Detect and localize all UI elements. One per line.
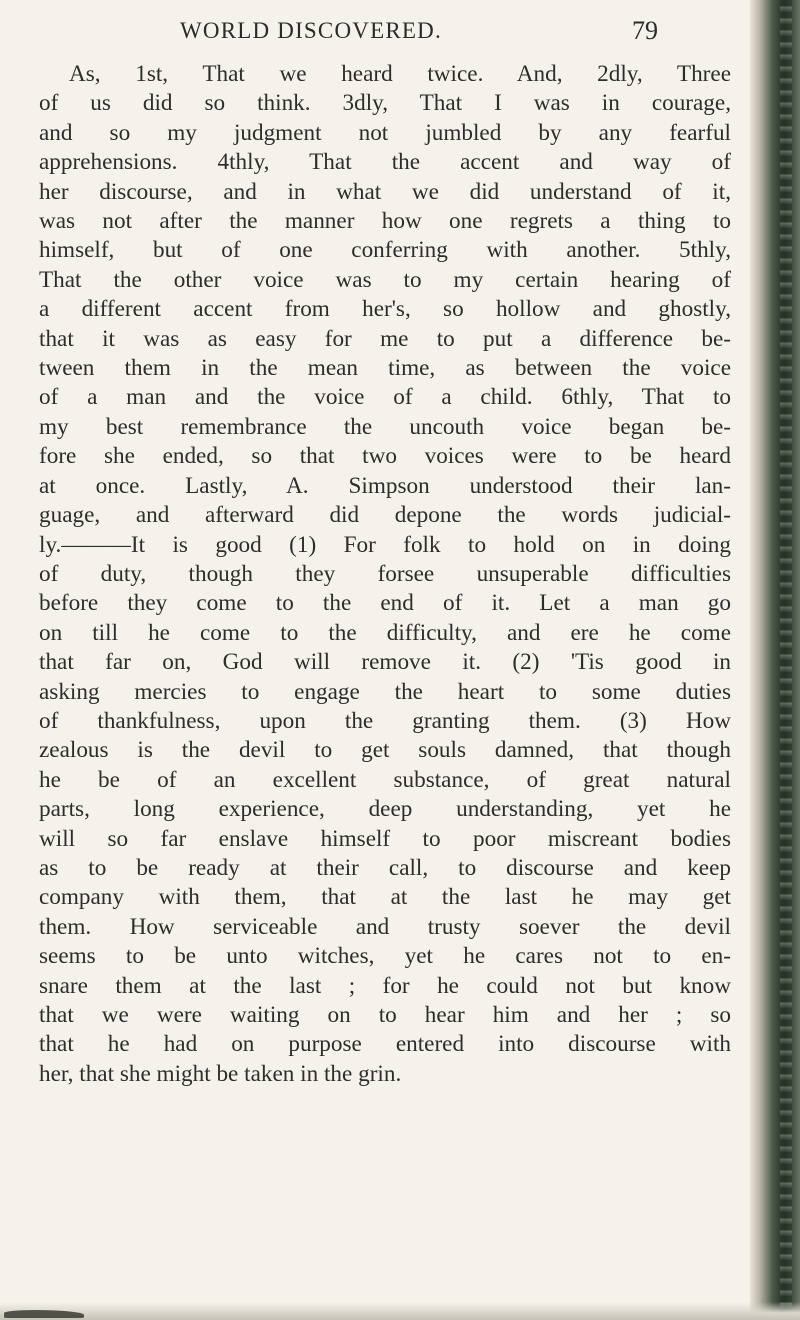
text-line: of duty, though they forsee unsuperable difficulties	[39, 560, 731, 587]
page-number: 79	[632, 16, 658, 45]
binding-texture	[780, 0, 792, 1320]
text-line: them. How serviceable and trusty soever the devil	[39, 913, 731, 940]
text-line: a different accent from her's, so hollow and ghostly,	[39, 296, 731, 323]
text-line: he be of an excellent substance, of great natural	[39, 766, 731, 793]
binding-gutter	[750, 0, 800, 1320]
text-line: asking mercies to engage the heart to some duties	[39, 678, 731, 705]
text-line: fore she ended, so that two voices were to be heard	[39, 443, 731, 470]
text-line: that far on, God will remove it. (2) 'Tis good in	[39, 649, 731, 676]
text-line: on till he come to the difficulty, and ere he come	[39, 619, 731, 646]
text-line: seems to be unto witches, yet he cares not to en-	[39, 943, 731, 970]
ink-smudge	[4, 1310, 84, 1318]
text-line: that we were waiting on to hear him and her ; so	[39, 1002, 731, 1028]
text-line: that he had on purpose entered into discourse with	[39, 1031, 731, 1058]
text-line: was not after the manner how one regrets a thing to	[39, 208, 731, 235]
text-line: snare them at the last ; for he could not but know	[39, 972, 731, 999]
text-line: That the other voice was to my certain hearing of	[39, 266, 731, 293]
text-line: parts, long experience, deep understanding, yet he	[39, 796, 731, 823]
text-line: and so my judgment not jumbled by any fearful	[39, 119, 731, 146]
text-line: her discourse, and in what we did understand of it,	[39, 178, 731, 205]
text-line: will so far enslave himself to poor miscreant bodies	[39, 825, 731, 852]
text-line: that it was as easy for me to put a difference be-	[39, 325, 731, 352]
text-line: of a man and the voice of a child. 6thly, That to	[39, 384, 731, 411]
text-line: himself, but of one conferring with another. 5thly,	[39, 237, 731, 264]
text-line: of thankfulness, upon the granting them. (3) How	[39, 707, 731, 734]
text-line: before they come to the end of it. Let a man go	[39, 590, 731, 617]
page-header	[40, 18, 740, 54]
text-line: As, 1st, That we heard twice. And, 2dly, Three	[69, 61, 731, 87]
text-line: ly.———It is good (1) For folk to hold on in doing	[39, 531, 731, 558]
body-text	[39, 60, 731, 1089]
text-line: her, that she might be taken in the grin.	[39, 1060, 402, 1087]
text-line: tween them in the mean time, as between the voice	[39, 355, 731, 382]
text-line: at once. Lastly, A. Simpson understood their lan-	[39, 472, 731, 499]
text-line: as to be ready at their call, to discourse and keep	[39, 854, 731, 881]
text-line: of us did so think. 3dly, That I was in courage,	[39, 90, 731, 117]
running-head: WORLD DISCOVERED.	[180, 18, 442, 43]
text-line: guage, and afterward did depone the words judicial-	[39, 502, 731, 529]
text-line: company with them, that at the last he may get	[39, 884, 731, 911]
bottom-edge-shadow	[0, 1302, 800, 1320]
text-line: zealous is the devil to get souls damned, that though	[39, 737, 731, 764]
text-line: apprehensions. 4thly, That the accent and way of	[39, 149, 731, 176]
text-line: my best remembrance the uncouth voice began be-	[39, 413, 731, 440]
